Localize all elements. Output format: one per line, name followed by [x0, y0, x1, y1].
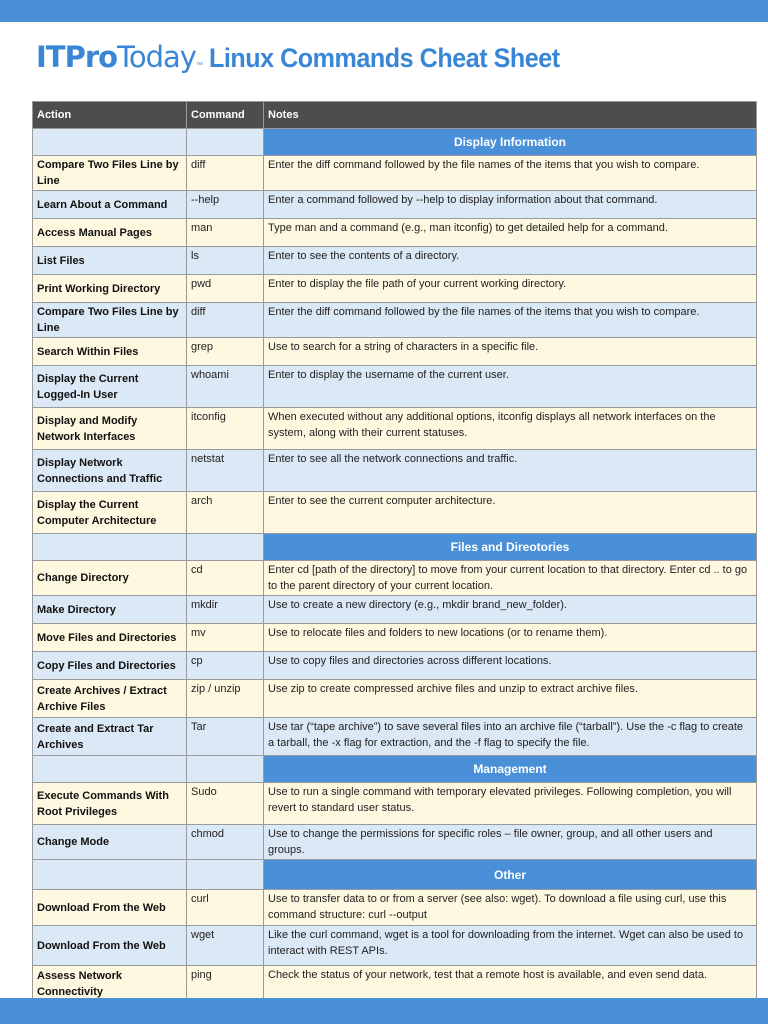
notes-cell: Enter to display the file path of your current working directory. [264, 275, 757, 303]
notes-cell: Use tar (“tape archive”) to save several files into an archive file (“tarball”). Use the -c flag to create a tarball, the -x flag for extraction, and the -f flag to specify the file. [264, 718, 757, 756]
action-cell: Display the Current Logged-In User [33, 366, 187, 408]
notes-cell: Use to create a new directory (e.g., mkdir brand_new_folder). [264, 596, 757, 624]
section-header-spacer [187, 534, 264, 561]
commands-table [32, 101, 757, 1002]
section-header-spacer [187, 860, 264, 890]
command-cell: ls [187, 247, 264, 275]
section-title: Files and Direotories [264, 534, 757, 561]
table-row [33, 890, 757, 926]
action-cell: Display Network Connections and Traffic [33, 450, 187, 492]
notes-cell: Use to run a single command with temporary elevated privileges. Following completion, you will revert to standard user status. [264, 783, 757, 825]
action-cell: Execute Commands With Root Privileges [33, 783, 187, 825]
action-cell: Copy Files and Directories [33, 652, 187, 680]
command-cell: Sudo [187, 783, 264, 825]
command-cell: ping [187, 966, 264, 1002]
table-row [33, 408, 757, 450]
command-cell: cd [187, 561, 264, 596]
notes-cell: Enter to see the contents of a directory. [264, 247, 757, 275]
table-row [33, 596, 757, 624]
section-header-spacer [187, 756, 264, 783]
section-header-row [33, 534, 757, 561]
section-header-row [33, 756, 757, 783]
notes-cell: Like the curl command, wget is a tool for downloading from the internet. Wget can also be used to interact with REST APIs. [264, 926, 757, 966]
command-cell: chmod [187, 825, 264, 860]
action-cell: Download From the Web [33, 926, 187, 966]
notes-cell: Check the status of your network, test that a remote host is available, and even send data. [264, 966, 757, 1002]
command-cell: --help [187, 191, 264, 219]
action-cell: Download From the Web [33, 890, 187, 926]
table-row [33, 966, 757, 1002]
table-row [33, 191, 757, 219]
action-cell: Print Working Directory [33, 275, 187, 303]
table-row [33, 492, 757, 534]
page-title: Linux Commands Cheat Sheet [208, 43, 560, 73]
table-body [33, 129, 757, 1002]
notes-cell: Enter the diff command followed by the file names of the items that you wish to compare. [264, 303, 757, 338]
action-cell: Search Within Files [33, 338, 187, 366]
command-cell: itconfig [187, 408, 264, 450]
command-cell: man [187, 219, 264, 247]
table-row [33, 275, 757, 303]
table-row [33, 825, 757, 860]
action-cell: List Files [33, 247, 187, 275]
notes-cell: Type man and a command (e.g., man itconfig) to get detailed help for a command. [264, 219, 757, 247]
table-row [33, 156, 757, 191]
action-cell: Display and Modify Network Interfaces [33, 408, 187, 450]
notes-cell: Enter to display the username of the current user. [264, 366, 757, 408]
section-title: Display Information [264, 129, 757, 156]
action-cell: Change Mode [33, 825, 187, 860]
action-cell: Compare Two Files Line by Line [33, 303, 187, 338]
section-header-spacer [33, 860, 187, 890]
action-cell: Change Directory [33, 561, 187, 596]
command-cell: pwd [187, 275, 264, 303]
notes-cell: Use to copy files and directories across different locations. [264, 652, 757, 680]
action-cell: Access Manual Pages [33, 219, 187, 247]
section-header-spacer [33, 534, 187, 561]
top-band [0, 0, 768, 22]
page-header [36, 40, 586, 82]
notes-cell: Use zip to create compressed archive files and unzip to extract archive files. [264, 680, 757, 718]
command-cell: whoami [187, 366, 264, 408]
table-row [33, 219, 757, 247]
action-cell: Create and Extract Tar Archives [33, 718, 187, 756]
command-cell: arch [187, 492, 264, 534]
section-header-spacer [33, 129, 187, 156]
action-cell: Make Directory [33, 596, 187, 624]
table-row [33, 783, 757, 825]
section-header-row [33, 860, 757, 890]
table-row [33, 680, 757, 718]
notes-cell: Enter to see all the network connections and traffic. [264, 450, 757, 492]
command-cell: Tar [187, 718, 264, 756]
command-cell: wget [187, 926, 264, 966]
action-cell: Assess Network Connectivity [33, 966, 187, 1002]
column-header-command: Command [187, 102, 264, 129]
action-cell: Learn About a Command [33, 191, 187, 219]
notes-cell: Use to relocate files and folders to new locations (or to rename them). [264, 624, 757, 652]
table-row [33, 561, 757, 596]
brand-logo: ITProToday [36, 40, 196, 74]
notes-cell: Enter cd [path of the directory] to move from your current location to that directory. Enter cd .. to go to the parent directory of your current location. [264, 561, 757, 596]
command-cell: grep [187, 338, 264, 366]
table-header-row [33, 102, 757, 129]
table-row [33, 624, 757, 652]
command-cell: netstat [187, 450, 264, 492]
section-title: Management [264, 756, 757, 783]
table-row [33, 303, 757, 338]
trademark-symbol: ™ [195, 62, 203, 69]
notes-cell: Use to change the permissions for specific roles – file owner, group, and all other users and groups. [264, 825, 757, 860]
section-header-spacer [33, 756, 187, 783]
action-cell: Create Archives / Extract Archive Files [33, 680, 187, 718]
notes-cell: Enter the diff command followed by the file names of the items that you wish to compare. [264, 156, 757, 191]
table-row [33, 247, 757, 275]
bottom-band [0, 998, 768, 1024]
column-header-notes: Notes [264, 102, 757, 129]
section-title: Other [264, 860, 757, 890]
action-cell: Compare Two Files Line by Line [33, 156, 187, 191]
action-cell: Move Files and Directories [33, 624, 187, 652]
command-cell: cp [187, 652, 264, 680]
command-cell: diff [187, 156, 264, 191]
table-row [33, 718, 757, 756]
command-cell: curl [187, 890, 264, 926]
table-row [33, 366, 757, 408]
column-header-action: Action [33, 102, 187, 129]
command-cell: mkdir [187, 596, 264, 624]
notes-cell: Enter a command followed by --help to display information about that command. [264, 191, 757, 219]
table-row [33, 926, 757, 966]
action-cell: Display the Current Computer Architecture [33, 492, 187, 534]
section-header-row [33, 129, 757, 156]
table-row [33, 338, 757, 366]
section-header-spacer [187, 129, 264, 156]
command-cell: zip / unzip [187, 680, 264, 718]
table-row [33, 450, 757, 492]
notes-cell: Enter to see the current computer architecture. [264, 492, 757, 534]
command-cell: mv [187, 624, 264, 652]
notes-cell: Use to search for a string of characters in a specific file. [264, 338, 757, 366]
command-cell: diff [187, 303, 264, 338]
notes-cell: When executed without any additional options, itconfig displays all network interfaces on the system, along with their current statuses. [264, 408, 757, 450]
notes-cell: Use to transfer data to or from a server (see also: wget). To download a file using curl, use this command structure: curl --output [264, 890, 757, 926]
table-row [33, 652, 757, 680]
